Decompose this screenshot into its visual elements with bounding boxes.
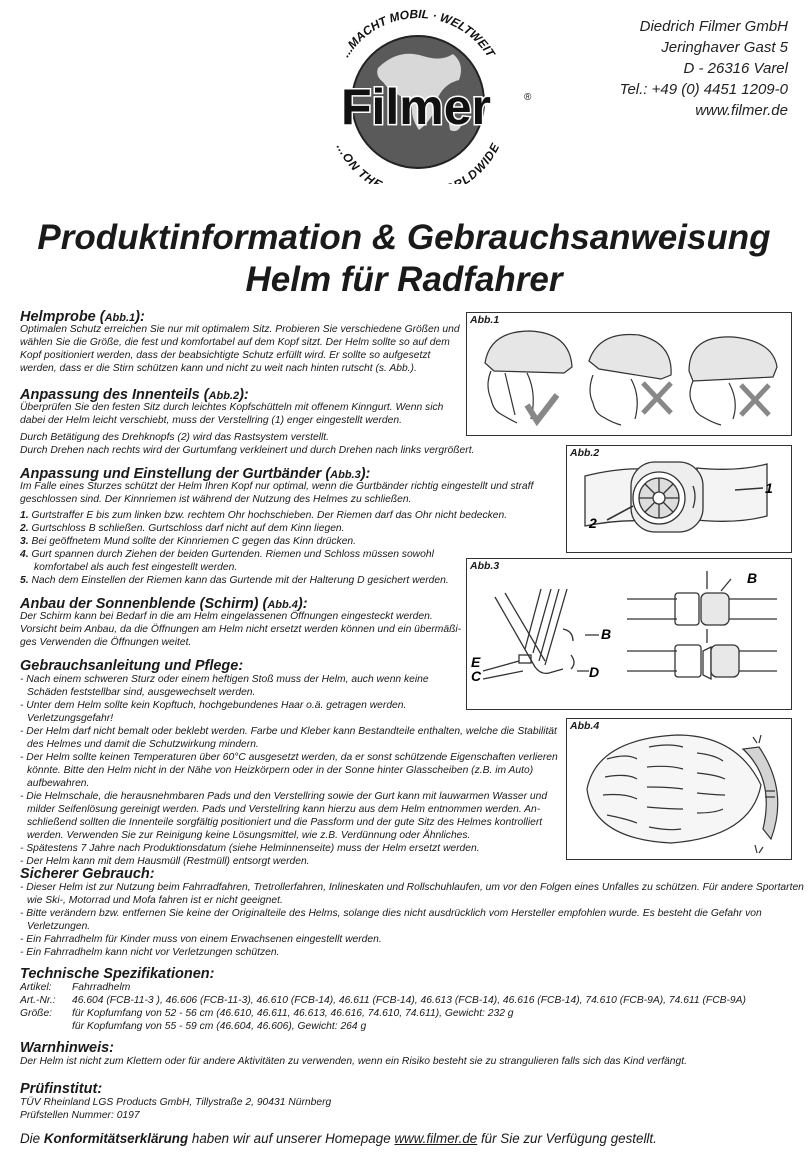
address-company: Diedrich Filmer GmbH xyxy=(639,18,788,35)
heading-sonnenblende: Anbau der Sonnenblende (Schirm) (Abb.4): xyxy=(20,596,308,612)
heading-technische-spezifikationen: Technische Spezifikationen: xyxy=(20,966,215,982)
strap-illustration xyxy=(467,559,791,709)
callout-1: 1 xyxy=(765,480,773,496)
filmer-logo xyxy=(298,8,538,184)
figure-abb3 xyxy=(466,558,792,710)
heading-innenteil: Anpassung des Innenteils (Abb.2): xyxy=(20,387,249,403)
logo-registered: ® xyxy=(524,92,532,103)
logo-arc-top: ...MACHT MOBIL · WELTWEIT xyxy=(338,8,498,60)
text-innenteil-2: Durch Betätigung des Drehknopfs (2) wird das Rastsystem verstellt. Durch Drehen nach rechts wird der Gurtumfang verkleinert und durch Drehen nach links vergrößert. xyxy=(20,432,475,456)
spec-row: Größe: für Kopfumfang von 52 - 56 cm (46.610, 46.611, 46.613, 46.616, 74.610, 74.611), Gewicht: 232 g xyxy=(20,1008,514,1019)
footer-link[interactable]: www.filmer.de xyxy=(394,1131,478,1146)
text-innenteil: Überprüfen Sie den festen Sitz durch leichtes Kopfschütteln mit offenem Kinngurt. Wenn sich dabei der Helm leicht verschiebt, muss der Verstellring (1) enger eingestellt werden. xyxy=(20,402,444,426)
text-gurtbaender: Im Falle eines Sturzes schützt der Helm Ihren Kopf nur optimal, wenn die Gurtbänder richtig eingestellt und straff geschlossen sind. Der Kinnriemen ist während der Nutzung des Helmes zu schließen. xyxy=(20,481,534,505)
helmet-fit-illustration xyxy=(467,313,791,435)
text-pflege: - Nach einem schweren Sturz oder einem heftigen Stoß muss der Helm, auch wenn keine Schäden feststellbar sind, ausgewechselt werden. - Unter dem Helm sollte kein Kopftuch, hochgebundenes Haar o.ä. getragen werden. Verletzungsgefahr! - Der Helm darf nicht bemalt oder beklebt werden. Farbe und Kleber kann Bestandteile enthalten, welche die Stabilität des Helmes und damit die Schutzwirkung mindern. - Der Helm sollte keinen Temperaturen über 60°C ausgesetzt werden, da er sonst schützende Eigenschaften verlieren könnte. Bitte den Helm nicht in der Nähe von Heizkörpern oder in der Sonne hinter Glasscheiben (z.B. im Auto) aufbewahren. - Die Helmschale, die herausnehmbaren Pads und den Verstellring sowie der Gurt kann mit lauwarmen Wasser und milder Seifenlösung gereinigt werden. Pads und Verstellring kann hierzu aus dem Helm entnommen werden. An- schließend sollten die Innenteile sorgfältig positioniert und die Passform und der gute Sitz des Helmes kontrolliert werden. Verwenden Sie zur Reinigung keine Lösungsmittel, wie z.B. Verdünnung oder Ähnliches. - Spätestens 7 Jahre nach Produktionsdatum (siehe Helminnenseite) muss der Helm ersetzt werden. - Der Helm kann mit dem Hausmüll (Restmüll) entsorgt werden. xyxy=(20,674,558,867)
title-line-2: Helm für Radfahrer xyxy=(245,260,563,299)
logo-arc-bottom: ...ON THE RLDWIDE xyxy=(333,141,503,184)
text-pruefinstitut: TÜV Rheinland LGS Products GmbH, Tillystraße 2, 90431 Nürnberg Prüfstellen Nummer: 0197 xyxy=(20,1097,332,1121)
heading-gurtbaender: Anpassung und Einstellung der Gurtbänder (Abb.3): xyxy=(20,466,371,482)
callout-c: C xyxy=(471,668,482,684)
company-address xyxy=(620,16,788,121)
figure-abb3-label: Abb.3 xyxy=(470,560,500,572)
heading-warnhinweis: Warnhinweis: xyxy=(20,1040,114,1056)
visor-illustration xyxy=(567,719,791,859)
figure-abb4 xyxy=(566,718,792,860)
heading-sicherer-gebrauch: Sicherer Gebrauch: xyxy=(20,866,155,882)
callout-b-top: B xyxy=(747,570,758,586)
spec-row: Artikel: Fahrradhelm xyxy=(20,982,131,993)
steps-gurtbaender: 1. Gurtstraffer E bis zum linken bzw. rechtem Ohr hochschieben. Der Riemen darf das Ohr nicht bedecken. 2. Gurtschloss B schließen. Gurtschloss darf nicht auf dem Kinn liegen. 3. Bei geöffnetem Mund sollte der Kinnriemen C gegen das Kinn drücken. 4. Gurt spannen durch Ziehen der beiden Gurtenden. Riemen und Schloss müssen sowohl komfortabel als auch fest eingestellt werden. 5. Nach dem Einstellen der Riemen kann das Gurtende mit der Halterung D gesichert werden. xyxy=(20,510,508,586)
address-street: Jeringhaver Gast 5 xyxy=(661,39,788,56)
figure-abb1 xyxy=(466,312,792,436)
text-helmprobe: Optimalen Schutz erreichen Sie nur mit optimalem Sitz. Probieren Sie verschiedene Größen und wählen Sie die Größe, die fest und komfortabel auf dem Kopf sitzt. Der Helm sollte so auf dem Kopf positioniert werden, dass der beabsichtigte Schutz erfüllt wird. Er sollte so aufgesetzt werden, dass er die Stirn schützen kann und nicht zu weit nach hinten rutscht (s. Abb.). xyxy=(20,324,460,374)
callout-d: D xyxy=(589,664,600,680)
spec-table xyxy=(20,981,746,1033)
address-website[interactable]: www.filmer.de xyxy=(695,102,788,119)
heading-pruefinstitut: Prüfinstitut: xyxy=(20,1081,103,1097)
figure-abb2-label: Abb.2 xyxy=(570,447,600,459)
callout-e: E xyxy=(471,654,481,670)
text-warnhinweis: Der Helm ist nicht zum Klettern oder für andere Aktivitäten zu verwenden, wenn ein Risiko besteht sie zu strangulieren falls sich das Kind verfängt. xyxy=(20,1056,687,1067)
text-sicherer-gebrauch: - Dieser Helm ist zur Nutzung beim Fahrradfahren, Tretrollerfahren, Inlineskaten und Rollschuhlaufen, um vor den Folgen eines Unfalles zu schützen. Für andere Sportarten wie Ski-, Motorrad und Mofa fahren ist er nicht geeignet. - Bitte verändern bzw. entfernen Sie keine der Originalteile des Helms, solange dies nicht ausdrücklich vom Hersteller empfohlen wurde. Es besteht die Gefahr von Verletzungen. - Ein Fahrradhelm für Kinder muss von einem Erwachsenen eingestellt werden. - Ein Fahrradhelm kann nicht vor Verletzungen schützen. xyxy=(20,882,804,958)
figure-abb2 xyxy=(566,445,792,553)
callout-2: 2 xyxy=(589,515,597,531)
text-sonnenblende: Der Schirm kann bei Bedarf in die am Helm eingelassenen Öffnungen eingesteckt werden. Vorsicht beim Anbau, da die Öffnungen am Helm nicht ersetzt werden können und ein übermäßi- ges Verwenden die Öffnungen weitet. xyxy=(20,611,462,648)
heading-helmprobe: Helmprobe (Abb.1): xyxy=(20,309,145,325)
spec-row: für Kopfumfang von 55 - 59 cm (46.604, 46.606), Gewicht: 264 g xyxy=(72,1021,367,1032)
spec-row: Art.-Nr.: 46.604 (FCB-11-3 ), 46.606 (FCB-11-3), 46.610 (FCB-14), 46.611 (FCB-14), 46.613 (FCB-14), 46.616 (FCB-14), 74.610 (FCB-9A), 74.611 (FCB-9A) xyxy=(20,995,746,1006)
logo-brand: Filmer xyxy=(340,79,492,135)
callout-b: B xyxy=(601,626,612,642)
figure-abb4-label: Abb.4 xyxy=(570,720,600,732)
address-city: D - 26316 Varel xyxy=(683,60,788,77)
title-line-1: Produktinformation & Gebrauchsanweisung xyxy=(37,218,771,257)
adjuster-illustration xyxy=(567,446,791,552)
figure-abb1-label: Abb.1 xyxy=(470,314,500,326)
page-title xyxy=(0,217,808,301)
footer-conformity: Die Konformitätserklärung haben wir auf unserer Homepage www.filmer.de für Sie zur Verfügung gestellt. xyxy=(20,1131,657,1146)
address-phone: Tel.: +49 (0) 4451 1209-0 xyxy=(619,81,788,98)
heading-pflege: Gebrauchsanleitung und Pflege: xyxy=(20,658,244,674)
